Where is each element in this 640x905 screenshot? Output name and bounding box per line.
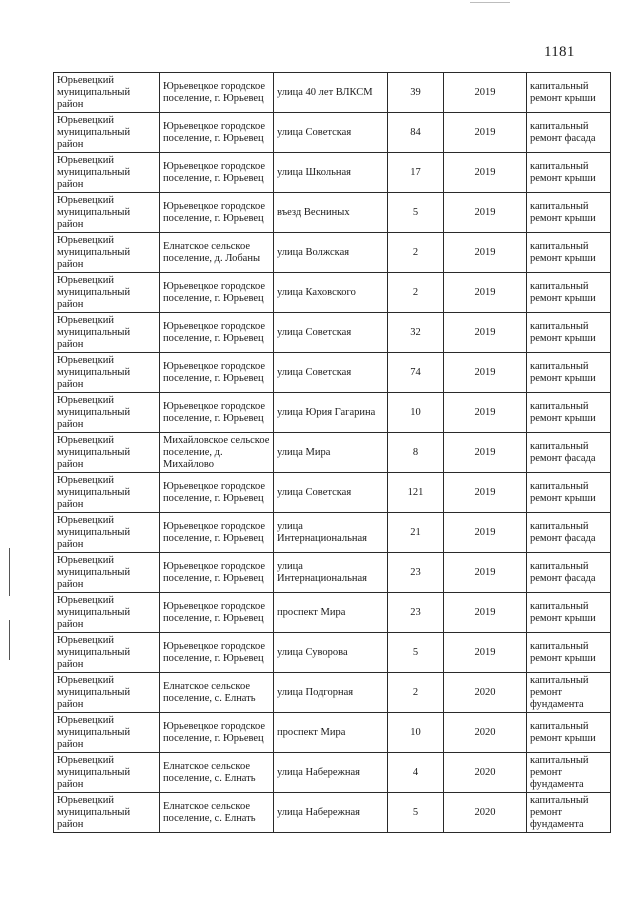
- cell-settlement: Юрьевецкое городское поселение, г. Юрьевец: [160, 633, 274, 673]
- cell-street: улица Советская: [274, 473, 388, 513]
- cell-settlement: Юрьевецкое городское поселение, г. Юрьевец: [160, 313, 274, 353]
- cell-year: 2019: [444, 273, 527, 313]
- table-row: [54, 233, 611, 273]
- cell-district: Юрьевецкий муниципальный район: [54, 193, 160, 233]
- table-row: [54, 273, 611, 313]
- table-row: [54, 713, 611, 753]
- cell-street: улица Набережная: [274, 793, 388, 833]
- cell-settlement: Юрьевецкое городское поселение, г. Юрьевец: [160, 593, 274, 633]
- cell-house-number: 17: [388, 153, 444, 193]
- cell-district: Юрьевецкий муниципальный район: [54, 673, 160, 713]
- cell-work-type: капитальный ремонт крыши: [527, 273, 611, 313]
- cell-settlement: Михайловское сельское поселение, д. Михайлово: [160, 433, 274, 473]
- cell-district: Юрьевецкий муниципальный район: [54, 793, 160, 833]
- table-row: [54, 473, 611, 513]
- cell-year: 2019: [444, 633, 527, 673]
- cell-house-number: 5: [388, 633, 444, 673]
- cell-year: 2019: [444, 113, 527, 153]
- repair-schedule-table: [53, 72, 611, 833]
- cell-street: улица Мира: [274, 433, 388, 473]
- cell-street: улица Советская: [274, 353, 388, 393]
- cell-street: улица Школьная: [274, 153, 388, 193]
- table-row: [54, 593, 611, 633]
- table-body: [54, 73, 611, 833]
- cell-house-number: 23: [388, 553, 444, 593]
- table-row: [54, 393, 611, 433]
- cell-house-number: 121: [388, 473, 444, 513]
- cell-district: Юрьевецкий муниципальный район: [54, 113, 160, 153]
- cell-settlement: Юрьевецкое городское поселение, г. Юрьевец: [160, 713, 274, 753]
- table-row: [54, 633, 611, 673]
- table-row: [54, 313, 611, 353]
- cell-year: 2019: [444, 153, 527, 193]
- cell-house-number: 32: [388, 313, 444, 353]
- cell-street: улица Советская: [274, 313, 388, 353]
- cell-house-number: 10: [388, 393, 444, 433]
- cell-street: улица 40 лет ВЛКСМ: [274, 73, 388, 113]
- cell-year: 2019: [444, 513, 527, 553]
- cell-settlement: Юрьевецкое городское поселение, г. Юрьевец: [160, 113, 274, 153]
- cell-house-number: 23: [388, 593, 444, 633]
- cell-settlement: Юрьевецкое городское поселение, г. Юрьевец: [160, 153, 274, 193]
- cell-district: Юрьевецкий муниципальный район: [54, 153, 160, 193]
- cell-street: улица Подгорная: [274, 673, 388, 713]
- cell-work-type: капитальный ремонт крыши: [527, 633, 611, 673]
- cell-year: 2019: [444, 73, 527, 113]
- cell-year: 2019: [444, 353, 527, 393]
- cell-house-number: 21: [388, 513, 444, 553]
- cell-district: Юрьевецкий муниципальный район: [54, 473, 160, 513]
- cell-work-type: капитальный ремонт фундамента: [527, 793, 611, 833]
- cell-settlement: Елнатское сельское поселение, с. Елнать: [160, 793, 274, 833]
- table-row: [54, 753, 611, 793]
- cell-street: улица Каховского: [274, 273, 388, 313]
- cell-year: 2020: [444, 673, 527, 713]
- cell-work-type: капитальный ремонт крыши: [527, 153, 611, 193]
- cell-work-type: капитальный ремонт крыши: [527, 193, 611, 233]
- cell-work-type: капитальный ремонт фундамента: [527, 753, 611, 793]
- table-row: [54, 73, 611, 113]
- table-row: [54, 153, 611, 193]
- cell-work-type: капитальный ремонт фундамента: [527, 673, 611, 713]
- cell-district: Юрьевецкий муниципальный район: [54, 593, 160, 633]
- cell-year: 2019: [444, 393, 527, 433]
- cell-district: Юрьевецкий муниципальный район: [54, 753, 160, 793]
- table-row: [54, 553, 611, 593]
- cell-street: проспект Мира: [274, 713, 388, 753]
- cell-year: 2019: [444, 313, 527, 353]
- cell-work-type: капитальный ремонт фасада: [527, 433, 611, 473]
- cell-house-number: 2: [388, 673, 444, 713]
- cell-street: улица Юрия Гагарина: [274, 393, 388, 433]
- table-row: [54, 793, 611, 833]
- table-row: [54, 193, 611, 233]
- cell-work-type: капитальный ремонт крыши: [527, 593, 611, 633]
- cell-work-type: капитальный ремонт крыши: [527, 393, 611, 433]
- cell-street: въезд Весниных: [274, 193, 388, 233]
- cell-settlement: Юрьевецкое городское поселение, г. Юрьевец: [160, 353, 274, 393]
- cell-street: улица Суворова: [274, 633, 388, 673]
- cell-house-number: 74: [388, 353, 444, 393]
- table-row: [54, 673, 611, 713]
- cell-settlement: Елнатское сельское поселение, с. Елнать: [160, 673, 274, 713]
- table-row: [54, 113, 611, 153]
- scan-margin-mark: [9, 548, 10, 596]
- cell-year: 2020: [444, 753, 527, 793]
- cell-settlement: Юрьевецкое городское поселение, г. Юрьевец: [160, 473, 274, 513]
- cell-house-number: 10: [388, 713, 444, 753]
- cell-work-type: капитальный ремонт фасада: [527, 553, 611, 593]
- cell-work-type: капитальный ремонт фасада: [527, 513, 611, 553]
- cell-year: 2019: [444, 553, 527, 593]
- cell-district: Юрьевецкий муниципальный район: [54, 633, 160, 673]
- cell-settlement: Елнатское сельское поселение, д. Лобаны: [160, 233, 274, 273]
- cell-settlement: Елнатское сельское поселение, с. Елнать: [160, 753, 274, 793]
- scan-margin-mark: [9, 620, 10, 660]
- cell-settlement: Юрьевецкое городское поселение, г. Юрьевец: [160, 513, 274, 553]
- cell-house-number: 2: [388, 273, 444, 313]
- cell-work-type: капитальный ремонт крыши: [527, 713, 611, 753]
- table-row: [54, 433, 611, 473]
- cell-settlement: Юрьевецкое городское поселение, г. Юрьевец: [160, 273, 274, 313]
- cell-settlement: Юрьевецкое городское поселение, г. Юрьевец: [160, 553, 274, 593]
- cell-district: Юрьевецкий муниципальный район: [54, 393, 160, 433]
- cell-house-number: 5: [388, 193, 444, 233]
- scan-edge-mark: [470, 2, 510, 3]
- cell-street: улица Советская: [274, 113, 388, 153]
- cell-settlement: Юрьевецкое городское поселение, г. Юрьевец: [160, 193, 274, 233]
- cell-street: улица Интернациональная: [274, 553, 388, 593]
- cell-year: 2020: [444, 793, 527, 833]
- cell-house-number: 5: [388, 793, 444, 833]
- cell-street: проспект Мира: [274, 593, 388, 633]
- cell-settlement: Юрьевецкое городское поселение, г. Юрьевец: [160, 393, 274, 433]
- page-number: 1181: [544, 44, 575, 60]
- table-row: [54, 353, 611, 393]
- cell-year: 2019: [444, 433, 527, 473]
- table-row: [54, 513, 611, 553]
- cell-work-type: капитальный ремонт крыши: [527, 353, 611, 393]
- cell-work-type: капитальный ремонт крыши: [527, 73, 611, 113]
- cell-year: 2019: [444, 593, 527, 633]
- cell-district: Юрьевецкий муниципальный район: [54, 513, 160, 553]
- cell-work-type: капитальный ремонт крыши: [527, 233, 611, 273]
- cell-district: Юрьевецкий муниципальный район: [54, 273, 160, 313]
- cell-street: улица Интернациональная: [274, 513, 388, 553]
- cell-street: улица Волжская: [274, 233, 388, 273]
- cell-year: 2019: [444, 233, 527, 273]
- cell-year: 2019: [444, 473, 527, 513]
- cell-work-type: капитальный ремонт крыши: [527, 313, 611, 353]
- cell-district: Юрьевецкий муниципальный район: [54, 433, 160, 473]
- cell-district: Юрьевецкий муниципальный район: [54, 233, 160, 273]
- cell-work-type: капитальный ремонт крыши: [527, 473, 611, 513]
- cell-work-type: капитальный ремонт фасада: [527, 113, 611, 153]
- cell-house-number: 8: [388, 433, 444, 473]
- cell-district: Юрьевецкий муниципальный район: [54, 313, 160, 353]
- cell-street: улица Набережная: [274, 753, 388, 793]
- cell-district: Юрьевецкий муниципальный район: [54, 713, 160, 753]
- cell-year: 2020: [444, 713, 527, 753]
- cell-district: Юрьевецкий муниципальный район: [54, 353, 160, 393]
- cell-house-number: 84: [388, 113, 444, 153]
- cell-settlement: Юрьевецкое городское поселение, г. Юрьевец: [160, 73, 274, 113]
- cell-house-number: 2: [388, 233, 444, 273]
- cell-district: Юрьевецкий муниципальный район: [54, 73, 160, 113]
- cell-house-number: 39: [388, 73, 444, 113]
- cell-year: 2019: [444, 193, 527, 233]
- cell-house-number: 4: [388, 753, 444, 793]
- cell-district: Юрьевецкий муниципальный район: [54, 553, 160, 593]
